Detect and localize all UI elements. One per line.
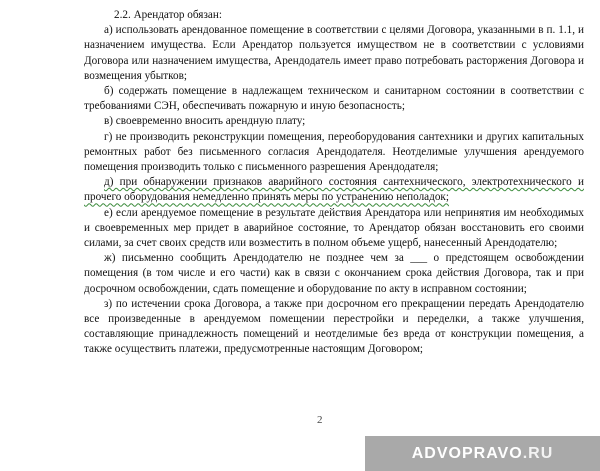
watermark-text: ADVOPRAVO (411, 444, 523, 462)
clause-a: а) использовать арендованное помещение в соответствии с целями Договора, указанными в п. 1.1, и назначением имущества. Если Арендатор пользуется имуществом не в соответствии с условиями Договора или назначением имущества, Арендодатель имеет право потребовать расторжения Договора и возмещения убытков; (84, 24, 584, 82)
clause-g: г) не производить реконструкции помещения, переоборудования сантехники и других капитальных ремонтных работ без письменного согласия Арендодателя. Неотделимые улучшения арендуемого помещения производить только с письменного разрешения Арендодателя; (84, 130, 584, 174)
clause-z: з) по истечении срока Договора, а также при досрочном его прекращении передать Арендодателю все произведенные в арендуемом помещении перестройки и переделки, а также улучшения, составляющие принадлежность помещений и неотделимые без вреда от конструкции помещения, а также осуществить платежи, предусмотренные настоящим Договором; (84, 297, 584, 356)
document-body (84, 8, 584, 358)
page-number: 2 (317, 414, 323, 426)
section-heading: 2.2. Арендатор обязан: (114, 9, 222, 21)
clause-v: в) своевременно вносить арендную плату; (104, 115, 306, 128)
clause-d: д) при обнаружении признаков аварийного состояния сантехнического, электротехнического и прочего оборудования немедленно принять меры по устранению неполадок; (84, 176, 584, 204)
watermark-suffix: .RU (522, 444, 554, 462)
clause-b: б) содержать помещение в надлежащем техническом и санитарном состоянии в соответствии с требованиями СЭН, обеспечивать пожарную и иную безопасность; (84, 85, 584, 113)
site-watermark (365, 436, 600, 471)
clause-zh: ж) письменно сообщить Арендодателю не позднее чем за ___ о предстоящем освобождении помещения (в том числе и его части) как в связи с окончанием срока действия Договора, так и при досрочном освобождении, сдать помещение и оборудование по акту в исправном состоянии; (84, 252, 584, 295)
clause-e: е) если арендуемое помещение в результате действия Арендатора или непринятия им необходимых и своевременных мер придет в аварийное состояние, то Арендатор обязан восстановить его своими силами, за счет своих средств или возместить в полном объеме ущерб, нанесенный Арендодателю; (84, 206, 584, 250)
